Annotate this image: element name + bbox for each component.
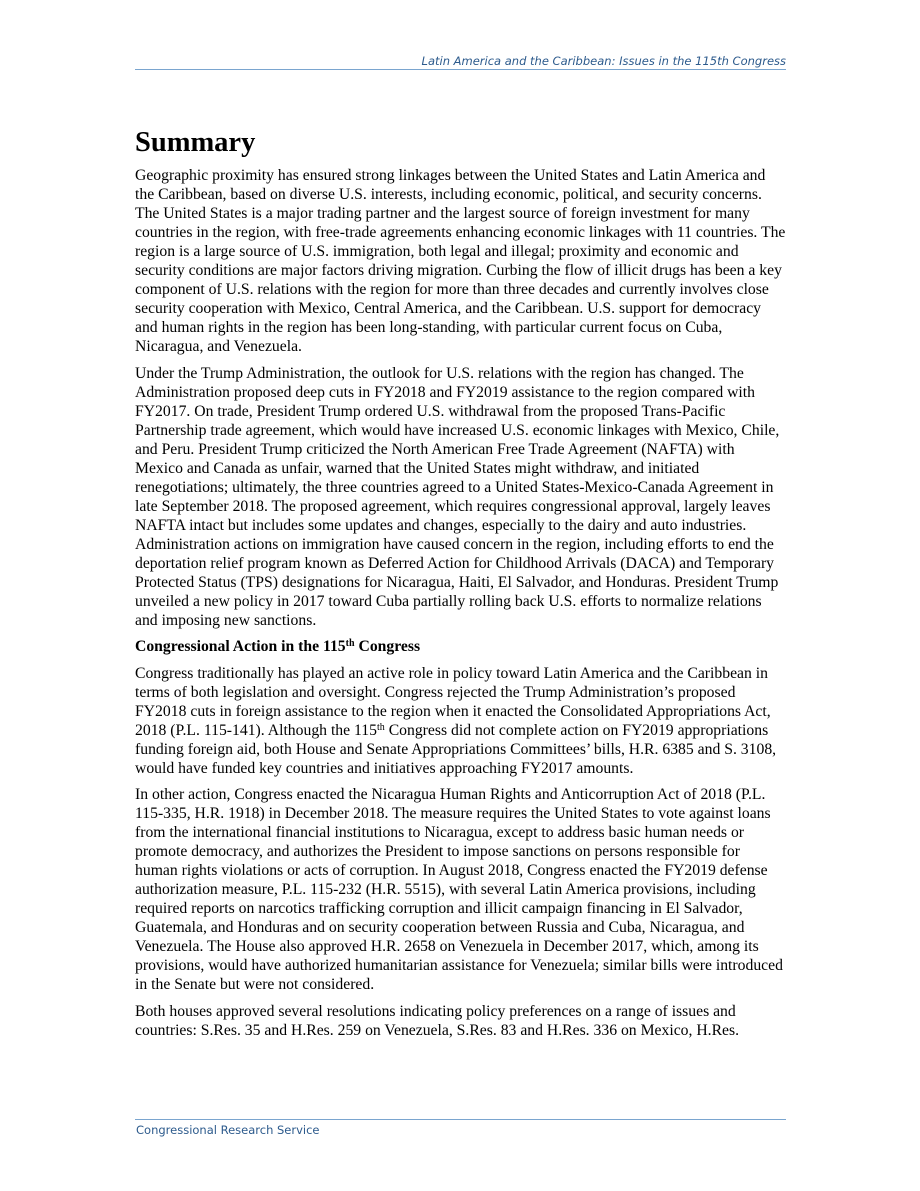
superscript-ordinal: th [345, 638, 355, 649]
summary-paragraph-2: Under the Trump Administration, the outlook for U.S. relations with the region has changed. The Administration proposed deep cuts in FY2018 and FY2019 assistance to the region compared with FY2017. On trade, President Trump ordered U.S. withdrawal from the proposed Trans-Pacific Partnership trade agreement, which would have increased U.S. economic linkages with Mexico, Chile, and Peru. President Trump criticized the North American Free Trade Agreement (NAFTA) with Mexico and Canada as unfair, warned that the United States might withdraw, and initiated renegotiations; ultimately, the three countries agreed to a United States-Mexico-Canada Agreement in late September 2018. The proposed agreement, which requires congressional approval, largely leaves NAFTA intact but includes some updates and changes, especially to the dairy and auto industries. Administration actions on immigration have caused concern in the region, including efforts to end the deportation relief program known as Deferred Action for Childhood Arrivals (DACA) and Temporary Protected Status (TPS) designations for Nicaragua, Haiti, El Salvador, and Honduras. President Trump unveiled a new policy in 2017 toward Cuba partially rolling back U.S. efforts to normalize relations and imposing new sanctions. [135, 364, 780, 629]
running-header: Latin America and the Caribbean: Issues in the 115th Congress [421, 54, 786, 68]
superscript-ordinal: th [376, 721, 385, 733]
summary-paragraph-5: Both houses approved several resolutions indicating policy preferences on a range of issues and countries: S.Res. 35 and H.Res. 259 on Venezuela, S.Res. 83 and H.Res. 336 on Mexico, H.Res. [135, 1002, 740, 1039]
paragraph-3-tail: Congress did not complete action on FY2019 appropriations funding foreign aid, both House and Senate Appropriations Committees’ bills, H.R. 6385 and S. 3108, would have funded key countries and initiatives approaching FY2017 amounts. [135, 721, 777, 777]
section-title: Summary [135, 127, 256, 158]
subsection-heading-text: Congressional Action in the 115 [135, 638, 346, 655]
paragraph-3-text: Congress traditionally has played an active role in policy toward Latin America and the Caribbean in terms of both legislation and oversight. Congress rejected the Trump Administration’s proposed FY2018 cuts in foreign assistance to the region when it enacted the Consolidated Appropriations Act, 2018 (P.L. 115-141). Although the 115 [135, 664, 771, 739]
summary-paragraph-4: In other action, Congress enacted the Nicaragua Human Rights and Anticorruption Act of 2018 (P.L. 115-335, H.R. 1918) in December 2018. The measure requires the United States to vote against loans from the international financial institutions to Nicaragua, except to address basic human needs or promote democracy, and authorizes the President to impose sanctions on persons responsible for human rights violations or acts of corruption. In August 2018, Congress enacted the FY2019 defense authorization measure, P.L. 115-232 (H.R. 5515), with several Latin America provisions, including required reports on narcotics trafficking corruption and illicit campaign financing in El Salvador, Guatemala, and Honduras and on security cooperation between Russia and Cuba, Nicaragua, and Venezuela. The House also approved H.R. 2658 on Venezuela in December 2017, which, among its provisions, would have authorized humanitarian assistance for Venezuela; similar bills were introduced in the Senate but were not considered. [135, 786, 783, 993]
footer-rule [135, 1119, 786, 1120]
summary-paragraph-1: Geographic proximity has ensured strong linkages between the United States and Latin America and the Caribbean, based on diverse U.S. interests, including economic, political, and security concerns. The United States is a major trading partner and the largest source of foreign investment for many countries in the region, with free-trade agreements enhancing economic linkages with 11 countries. The region is a large source of U.S. immigration, both legal and illegal; proximity and economic and security conditions are major factors driving migration. Curbing the flow of illicit drugs has been a key component of U.S. relations with the region for more than three decades and currently involves close security cooperation with Mexico, Central America, and the Caribbean. U.S. support for democracy and human rights in the region has been long-standing, with particular current focus on Cuba, Nicaragua, and Venezuela. [135, 167, 786, 355]
summary-paragraph-3 [135, 664, 786, 778]
subsection-heading-tail: Congress [354, 638, 421, 655]
header-rule [135, 69, 786, 70]
footer-org: Congressional Research Service [136, 1123, 320, 1137]
summary-section [135, 124, 786, 1047]
subsection-heading [135, 637, 786, 656]
